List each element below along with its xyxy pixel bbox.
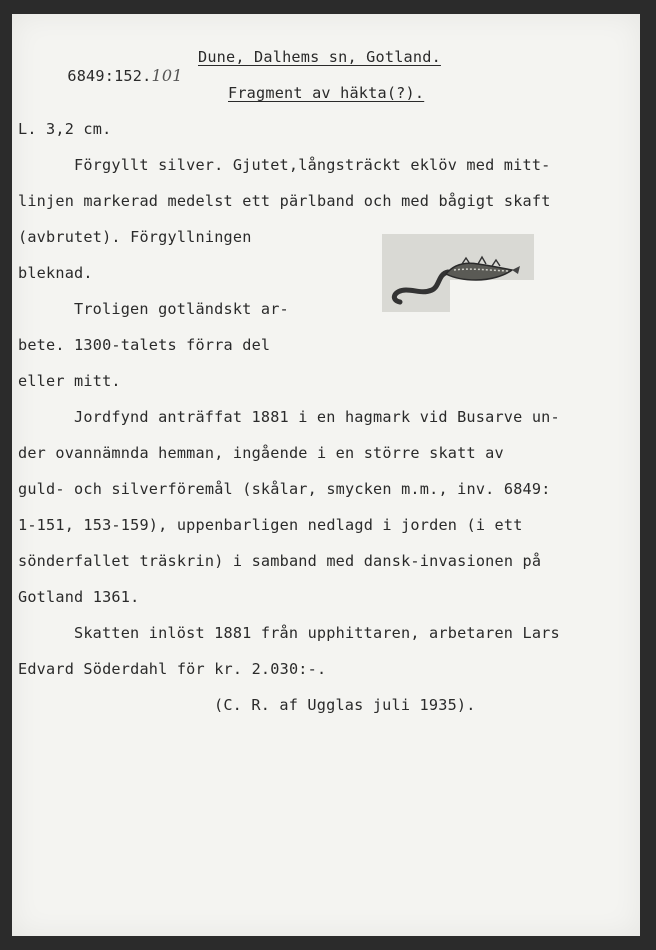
text-line: Skatten inlöst 1881 från upphittaren, arbetaren Lars: [74, 624, 560, 642]
text-line: guld- och silverföremål (skålar, smycken m.m., inv. 6849:: [18, 480, 551, 498]
handwritten-number: 101: [151, 66, 183, 85]
object-title: Fragment av häkta(?).: [228, 84, 425, 102]
catalog-number-text: 6849:152.: [67, 67, 152, 85]
text-line: Gotland 1361.: [18, 588, 140, 606]
text-line: (avbrutet). Förgyllningen: [18, 228, 252, 246]
text-line: Jordfynd anträffat 1881 i en hagmark vid Busarve un-: [74, 408, 560, 426]
text-line: Förgyllt silver. Gjutet,långsträckt eklöv med mitt-: [74, 156, 551, 174]
measurement: L. 3,2 cm.: [18, 120, 112, 138]
text-line: linjen markerad medelst ett pärlband och med bågigt skaft: [18, 192, 551, 210]
location-heading: Dune, Dalhems sn, Gotland.: [198, 48, 441, 66]
signature-line: (C. R. af Ugglas juli 1935).: [214, 696, 476, 714]
text-line: bleknad.: [18, 264, 93, 282]
text-line: sönderfallet träskrin) i samband med dansk-invasionen på: [18, 552, 542, 570]
text-line: Edvard Söderdahl för kr. 2.030:-.: [18, 660, 327, 678]
text-line: der ovannämnda hemman, ingående i en större skatt av: [18, 444, 504, 462]
text-line: 1-151, 153-159), uppenbarligen nedlagd i jorden (i ett: [18, 516, 523, 534]
text-line: bete. 1300-talets förra del: [18, 336, 271, 354]
text-line: eller mitt.: [18, 372, 121, 390]
catalog-card: [12, 14, 640, 936]
text-line: Troligen gotländskt ar-: [74, 300, 289, 318]
artifact-photo: [382, 234, 534, 312]
catalog-number: [30, 48, 183, 103]
